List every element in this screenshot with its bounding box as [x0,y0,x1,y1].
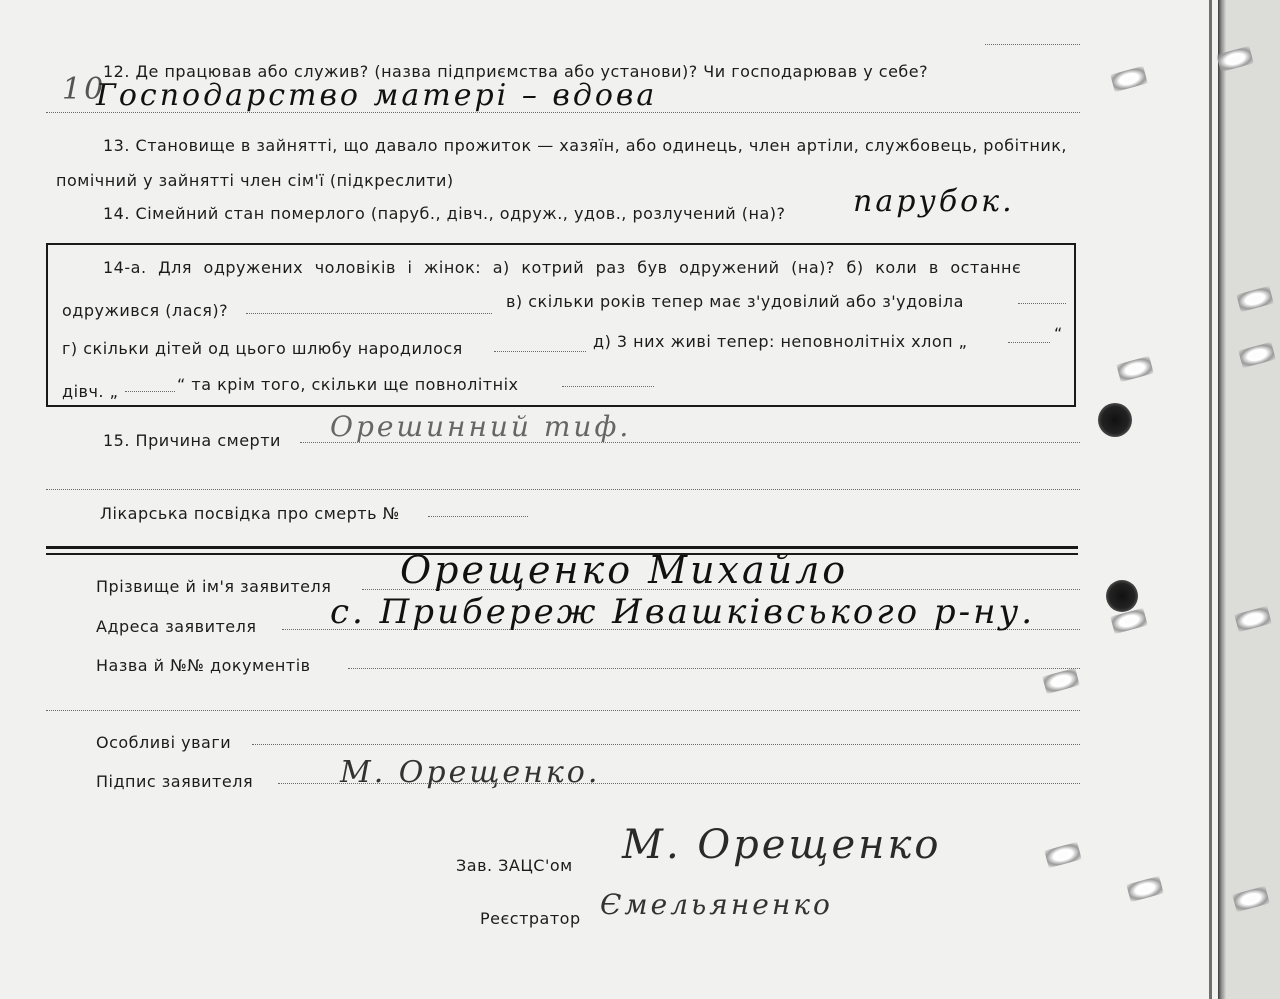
q12-answer: Господарство матері – вдова [96,78,658,113]
head-of-registry-signature: М. Орещенко [622,822,942,868]
paper-tear-mark [1234,606,1272,632]
q14a-line1: 14-а. Для одружених чоловіків і жінок: а) котрий раз був одружений (на)? б) коли в останнє [103,258,1022,277]
q13-label-line1: 13. Становище в зайнятті, що давало прожиток — хазяїн, або одинець, член артіли, службовець, робітник, [103,136,1067,155]
applicant-signature-value: М. Орещенко. [340,755,601,790]
applicant-signature-label: Підпис заявителя [96,772,254,791]
paper-tear-mark [1044,842,1082,868]
q14a-dotline-2a [246,313,492,314]
paper-tear-mark [1110,66,1148,92]
medical-certificate-label: Лікарська посвідка про смерть № [100,504,400,523]
binding-hole [1106,580,1138,612]
applicant-address-value: с. Прибереж Ивашківського р-ну. [330,592,1036,632]
q12-label: 12. Де працював або служив? (назва підприємства або установи)? Чи господарював у себе? [103,62,929,81]
q14a-dotline-4b [562,386,654,387]
paper-tear-mark [1236,286,1274,312]
q14a-line4a: дівч. „ [62,382,119,401]
q13-label-line2: помічний у зайнятті член сім'ї (підкреслити) [56,171,454,190]
q14a-dotline-2b [1018,303,1066,304]
remarks-dotline [252,744,1080,745]
registrar-label: Реєстратор [480,909,581,928]
page-edge-line [1209,0,1212,999]
q14a-line3a: г) скільки дітей од цього шлюбу народилося [62,339,463,358]
q12-dotline-1 [985,44,1080,45]
q14a-dotline-3b [1008,342,1050,343]
medical-certificate-dotline [428,516,528,517]
paper-tear-mark [1232,886,1270,912]
q14a-line4b: “ та крім того, скільки ще повнолітніх [177,375,519,394]
q14a-line3b: д) 3 них живі тепер: неповнолітніх хлоп „ [593,332,968,351]
q14a-dotline-3a [494,351,586,352]
page-edge-shadow [1218,0,1226,999]
q14-label: 14. Сімейний стан померлого (паруб., дівч., одруж., удов., розлучений (на)? [103,204,786,223]
q14a-line2b: в) скільки років тепер має з'удовілий або з'удовіла [506,292,964,311]
documents-dotline-2 [46,710,1080,711]
q12-answer-number-mark: 10 [62,72,107,107]
q15-dotline-2 [46,489,1080,490]
q15-answer: Орешинний тиф. [330,410,632,443]
paper-tear-mark [1042,668,1080,694]
paper-tear-mark [1116,356,1154,382]
q15-label: 15. Причина смерти [103,431,281,450]
applicant-name-label: Прізвище й ім'я заявителя [96,577,332,596]
applicant-address-label: Адреса заявителя [96,617,257,636]
next-page-strip [1226,0,1280,999]
binding-hole [1098,403,1132,437]
registrar-signature: Ємельяненко [600,888,833,921]
applicant-name-value: Орещенко Михайло [400,548,849,592]
paper-tear-mark [1110,608,1148,634]
head-of-registry-label: Зав. ЗАЦС'ом [456,856,573,875]
documents-dotline-1 [348,668,1080,669]
paper-tear-mark [1126,876,1164,902]
remarks-label: Особливі уваги [96,733,232,752]
q14a-dotline-4a [125,391,175,392]
q14-answer: парубок. [853,184,1015,219]
q14a-line3c: “ [1054,324,1063,343]
q14a-line2a: одружився (лася)? [62,301,229,320]
documents-label: Назва й №№ документів [96,656,311,675]
paper-tear-mark [1238,342,1276,368]
